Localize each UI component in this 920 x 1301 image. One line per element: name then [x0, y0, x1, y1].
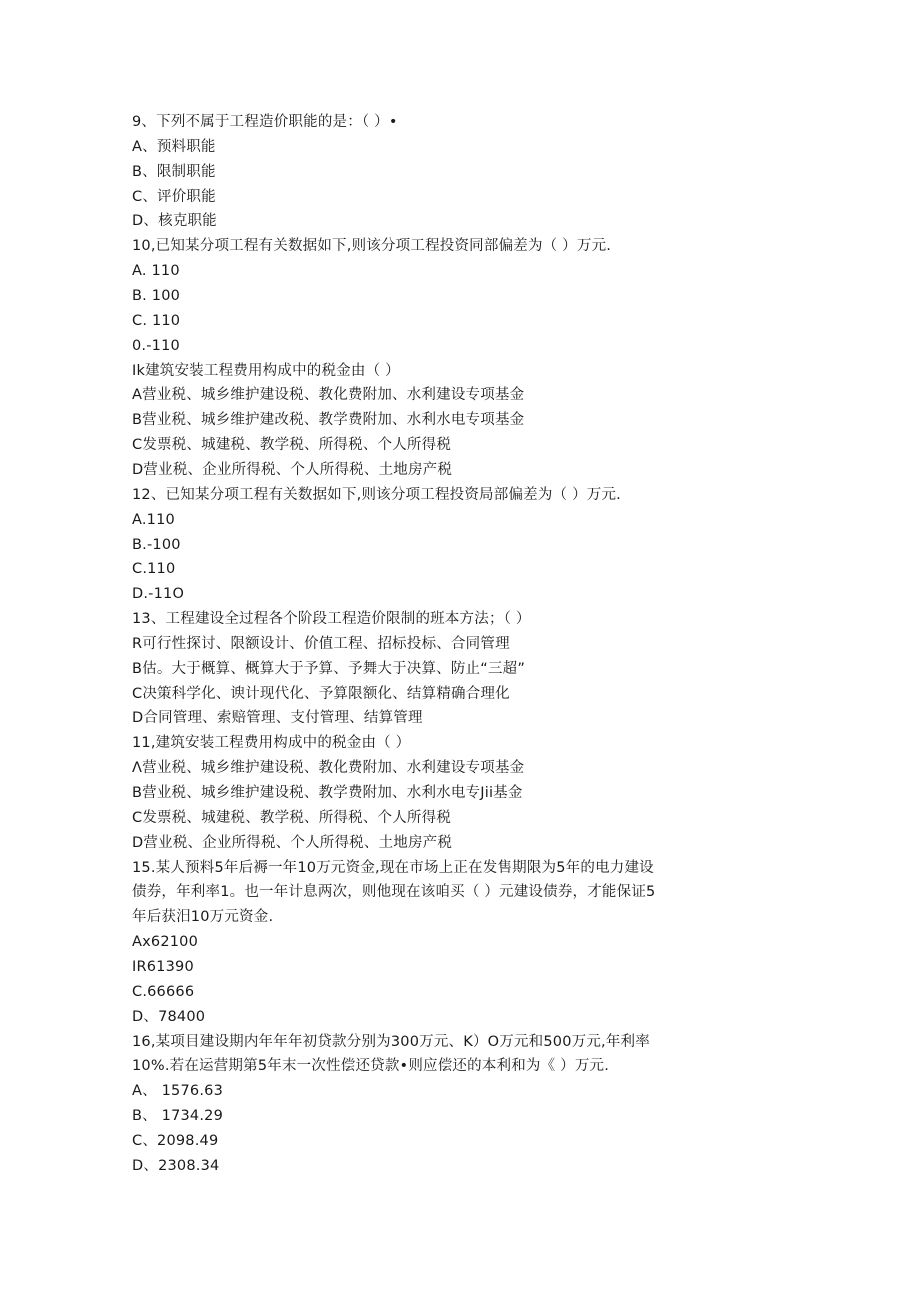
text-line: D营业税、企业所得税、个人所得税、土地房产税 [132, 461, 453, 478]
text-line: A. 110 [132, 263, 180, 280]
text-line: 11,建筑安装工程费用构成中的税金由（ ） [132, 735, 411, 752]
text-line: B. 100 [132, 288, 181, 304]
text-line: C决策科学化、谀计现代化、予算限额化、结算精确合理化 [132, 685, 510, 702]
text-line: C发票税、城建税、教学税、所得税、个人所得税 [132, 437, 452, 454]
text-line: B、 1734.29 [132, 1108, 224, 1124]
text-line: B营业税、城乡维护建改税、教学费附加、水利水电专项基金 [132, 412, 525, 429]
text-line: A、预料职能 [132, 138, 216, 155]
text-line: Λ营业税、城乡维护建设税、教化费附加、水利建设专项基金 [132, 760, 525, 777]
text-line: C、评价职能 [132, 188, 216, 205]
text-line: 债券，年利率1。也一年计息两次，则他现在该咱买（ ）元建设债券，才能保证5 [132, 884, 656, 901]
text-line: Ax62100 [132, 934, 199, 951]
text-line: C. 110 [132, 312, 181, 329]
text-line: 13、工程建设全过程各个阶段工程造价限制的班本方法；（ ） [132, 611, 531, 627]
text-line: A、 1576.63 [132, 1083, 223, 1100]
text-line: A.110 [132, 511, 175, 528]
text-line: B.-100 [132, 536, 181, 553]
text-line: R可行性探讨、限额设计、价值工程、招标投标、合同管理 [132, 635, 510, 652]
text-line: 15.某人预料5年后褥一年10万元资金,现在市场上正在发售期限为5年的电力建设 [132, 859, 654, 876]
text-line: C.66666 [132, 983, 195, 1000]
text-line: C发票税、城建税、教学税、所得税、个人所得税 [132, 809, 452, 826]
text-line: 16,某项目建设期内年年年初贷款分别为300万元、K）O万元和500万元,年利率 [132, 1033, 650, 1050]
text-line: D.-11O [132, 586, 185, 603]
text-line: D合同管理、索赔管理、支付管理、结算管理 [132, 710, 423, 727]
text-line: B、限制职能 [132, 163, 216, 180]
text-line: D、2308.34 [132, 1157, 220, 1174]
text-line: IR61390 [132, 958, 194, 975]
text-line: 9、下列不属于工程造价职能的是：（ ）• [132, 114, 398, 130]
text-line: B估。大于概算、概算大于予算、予舞大于决算、防止“三超” [132, 660, 526, 677]
text-line: 10,已知某分项工程有关数据如下,则该分项工程投资同部偏差为（ ）万元. [132, 238, 612, 255]
text-line: 12、已知某分项工程有关数据如下,则该分项工程投资局部偏差为（ ）万元. [132, 486, 621, 503]
text-line: C、2098.49 [132, 1132, 219, 1149]
text-line: 年后获汨10万元资金. [132, 909, 274, 926]
text-line: B营业税、城乡维护建设税、教学费附加、水利水电专Jii基金 [132, 785, 523, 801]
text-line: Ik建筑安装工程费用构成中的税金由（ ） [132, 362, 400, 379]
text-line: 0.-110 [132, 337, 180, 354]
text-line: 10%.若在运营期第5年末一次性偿还贷款•则应偿还的本利和为《 ）万元. [132, 1058, 610, 1075]
text-line: D、78400 [132, 1008, 206, 1025]
text-line: C.110 [132, 561, 176, 578]
text-line: A营业税、城乡维护建设税、教化费附加、水利建设专项基金 [132, 387, 525, 404]
text-line: D、核克职能 [132, 213, 217, 230]
text-line: D营业税、企业所得税、个人所得税、土地房产税 [132, 834, 453, 851]
